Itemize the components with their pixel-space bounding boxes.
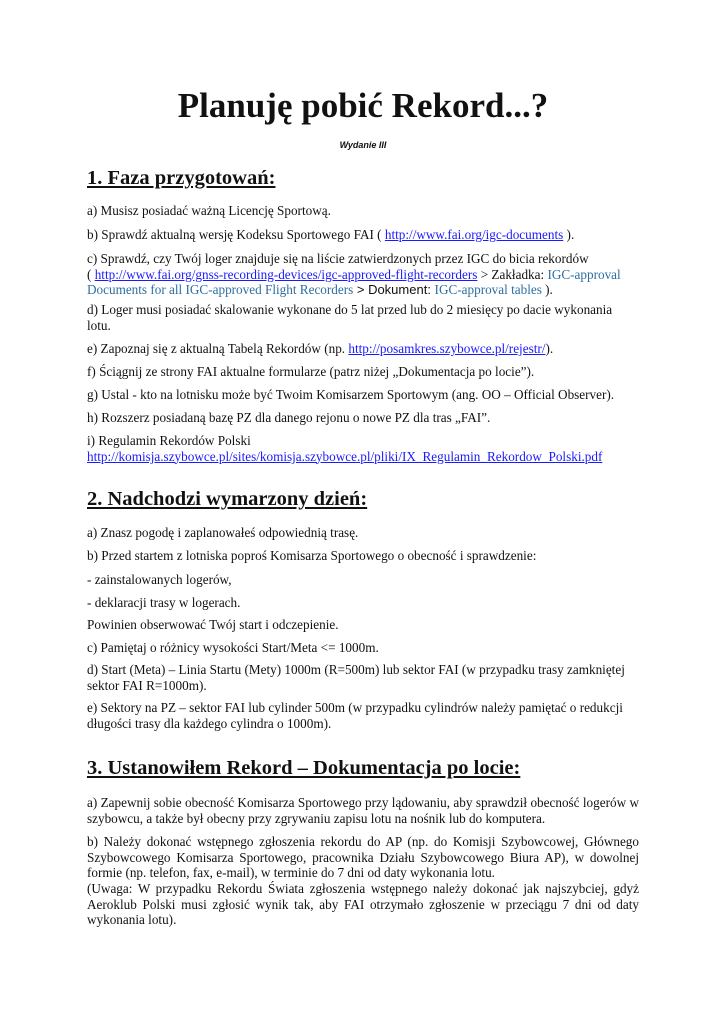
- s2-item-b2: - deklaracji trasy w logerach.: [87, 595, 241, 610]
- section-1-heading: 1. Faza przygotowań:: [87, 167, 276, 189]
- igc-recorders-link[interactable]: http://www.fai.org/gnss-recording-devices/igc-approved-flight-recorders: [94, 266, 478, 282]
- fai-igc-documents-link[interactable]: http://www.fai.org/igc-documents: [384, 227, 564, 242]
- s2-item-d: d) Start (Meta) – Linia Startu (Mety) 1000m (R=500m) lub sektor FAI (w przypadku trasy zamkniętej sektor FAI R=1000m).: [87, 662, 625, 693]
- s1-item-e-text: e) Zapoznaj się z aktualną Tabelą Rekordów (np.: [87, 341, 349, 356]
- s3-item-a: a) Zapewnij sobie obecność Komisarza Sportowego przy lądowaniu, aby sprawdził obecność logerów w szybowcu, a także był obecny przy zgrywaniu zapisu lotu na nośnik lub do komputera.: [87, 795, 639, 826]
- s1-item-c: [87, 251, 639, 298]
- s1-item-a: a) Musisz posiadać ważną Licencję Sportową.: [87, 203, 331, 218]
- s2-item-a: a) Znasz pogodę i zaplanowałeś odpowiednią trasę.: [87, 525, 359, 540]
- igc-approval-tables-text: IGC-approval tables: [434, 282, 542, 298]
- s1-item-c-text: c) Sprawdź, czy Twój loger znajduje się na liście zatwierdzonych przez IGC do bicia rekordów: [87, 251, 589, 266]
- s2-item-e: e) Sektory na PZ – sektor FAI lub cylinder 500m (w przypadku cylindrów należy pamiętać o redukcji długości trasy dla każdego cylindra o 1000m).: [87, 700, 623, 731]
- s1-item-c-open: (: [87, 266, 95, 282]
- s3-item-b: b) Należy dokonać wstępnego zgłoszenia rekordu do AP (np. do Komisji Szybowcowej, Głównego Szybowcowego Komisarza Sportowego, pracownika Działu Szybowcowego Biura AP), w dowolnej formie (np. telefon, fax, e-mail), w terminie do 7 dni od daty wykonania lotu.: [87, 834, 639, 881]
- section-3-heading: 3. Ustanowiłem Rekord – Dokumentacja po locie:: [87, 757, 521, 779]
- s1-item-e-close: ).: [545, 341, 554, 356]
- s2-item-b3: Powinien obserwować Twój start i odczepienie.: [87, 617, 339, 632]
- s1-item-c-close: ).: [541, 282, 553, 298]
- s2-item-b: b) Przed startem z lotniska poproś Komisarza Sportowego o obecność i sprawdzenie:: [87, 548, 537, 563]
- s1-item-c-tab-label: > Zakładka:: [477, 266, 548, 282]
- s1-item-i-text: i) Regulamin Rekordów Polski: [87, 433, 251, 448]
- s1-item-d: d) Loger musi posiadać skalowanie wykonane do 5 lat przed lub do 2 miesięcy po dacie wykonania lotu.: [87, 302, 613, 333]
- s2-item-c: c) Pamiętaj o różnicy wysokości Start/Meta <= 1000m.: [87, 640, 379, 655]
- s1-item-f: f) Ściągnij ze strony FAI aktualne formularze (patrz niżej „Dokumentacja po locie”).: [87, 364, 535, 379]
- edition-label: Wydanie III: [339, 140, 387, 150]
- regulamin-pdf-link[interactable]: http://komisja.szybowce.pl/sites/komisja.szybowce.pl/pliki/IX_Regulamin_Rekordow_Polski.pdf: [87, 448, 603, 464]
- s1-item-e: [87, 341, 639, 357]
- s3-note: (Uwaga: W przypadku Rekordu Świata zgłoszenia wstępnego należy dokonać jak najszybciej, gdyż Aeroklub Polski musi zgłosić wynik tak, aby FAI otrzymało zgłoszenie w przeciągu 7 dni od daty wykonania lotu).: [87, 881, 639, 928]
- s1-item-g: g) Ustal - kto na lotnisku może być Twoim Komisarzem Sportowym (ang. OO – Official Observer).: [87, 387, 615, 402]
- s1-item-b-text: b) Sprawdź aktualną wersję Kodeksu Sportowego FAI (: [87, 227, 385, 242]
- igc-approval-documents-text: IGC-approval Documents for all IGC-approved Flight Recorders: [87, 266, 621, 298]
- s1-item-h: h) Rozszerz posiadaną bazę PZ dla danego rejonu o nowe PZ dla tras „FAI”.: [87, 410, 491, 425]
- s1-item-i: [87, 433, 639, 464]
- s1-item-b-close: ).: [563, 227, 575, 242]
- page-title: Planuję pobić Rekord...?: [177, 86, 549, 125]
- rejestr-link[interactable]: http://posamkres.szybowce.pl/rejestr/: [348, 341, 546, 356]
- s1-item-b: [87, 227, 639, 243]
- s1-item-c-doc-label: > Dokument:: [353, 282, 435, 298]
- s2-item-b1: - zainstalowanych logerów,: [87, 572, 232, 587]
- section-2-heading: 2. Nadchodzi wymarzony dzień:: [87, 488, 368, 510]
